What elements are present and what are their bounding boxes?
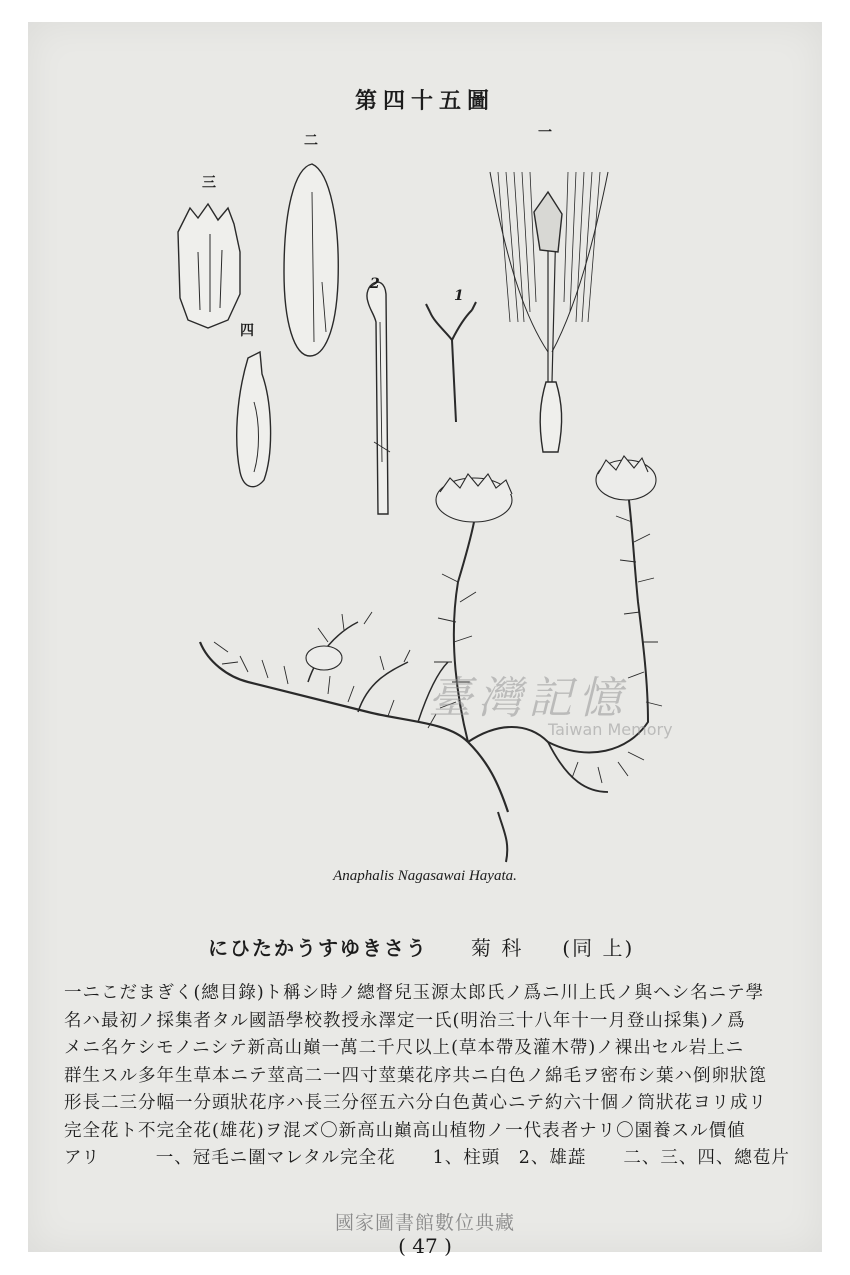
figure-label-small-one: 1 <box>454 288 464 304</box>
text-line: 群生スル多年生草本ニテ莖高二一四寸莖葉花序共ニ白色ノ綿毛ヲ密布シ葉ハ倒卵狀箆 <box>64 1065 767 1086</box>
figure-two-bract <box>284 164 338 356</box>
plant-family: 菊 科 <box>470 936 524 960</box>
figure-stigma <box>426 302 476 422</box>
figure-label-four: 四 <box>240 323 254 339</box>
botanical-plate <box>28 22 822 902</box>
figure-stamen <box>367 282 388 514</box>
text-line: 形長二三分幅一分頭狀花序ハ長三分徑五六分白色黃心ニテ約六十個ノ筒狀花ヨリ成リ <box>64 1093 767 1113</box>
text-line: メニ名ケシモノニシテ新高山巔一萬二千尺以上(草本帶及灌木帶)ノ裸出セル岩上ニ <box>64 1038 745 1058</box>
figure-label-three: 三 <box>202 175 216 191</box>
library-credit: 國家圖書館數位典藏 <box>334 1212 515 1234</box>
figure-caption: Anaphalis Nagasawai Hayata. <box>333 868 517 884</box>
book-page <box>28 22 822 1258</box>
text-line: 完全花ト不完全花(雄花)ヲ混ズ〇新高山巔高山植物ノ一代表者ナリ〇園養スル價値 <box>64 1120 746 1141</box>
figure-complete-flower <box>490 172 608 452</box>
reference-note: (同 上) <box>562 936 635 960</box>
watermark-english: Taiwan Memory <box>548 720 673 739</box>
text-line: 一ニこだまぎく(總目錄)ト稱シ時ノ總督兒玉源太郎氏ノ爲ニ川上氏ノ與ヘシ名ニテ學 <box>64 983 765 1003</box>
figure-three-bract <box>178 204 240 328</box>
species-heading <box>208 932 808 961</box>
watermark-chinese: 臺灣記憶 <box>428 673 628 724</box>
japanese-name: にひたかうすゆきさう <box>208 936 428 960</box>
watermark <box>428 662 673 739</box>
figure-four-bract <box>237 352 271 487</box>
description-text <box>64 980 804 1173</box>
plant-leaves <box>214 516 662 783</box>
text-line: 名ハ最初ノ採集者タル國語學校教授永澤定一氏(明治三十八年十一月登山採集)ノ爲 <box>64 1010 746 1031</box>
figure-label-small-two: 2 <box>370 276 380 292</box>
page-number: ( 47 ) <box>398 1234 452 1258</box>
figure-label-one: 一 <box>538 125 552 141</box>
plate-title: 第四十五圖 <box>354 88 495 114</box>
figure-label-two: 二 <box>304 133 318 149</box>
text-line: アリ 一、冠毛ニ圍マレタル完全花 1、柱頭 2、雄蕋 二、三、四、總苞片 <box>64 1148 790 1168</box>
flower-heads <box>306 456 656 670</box>
